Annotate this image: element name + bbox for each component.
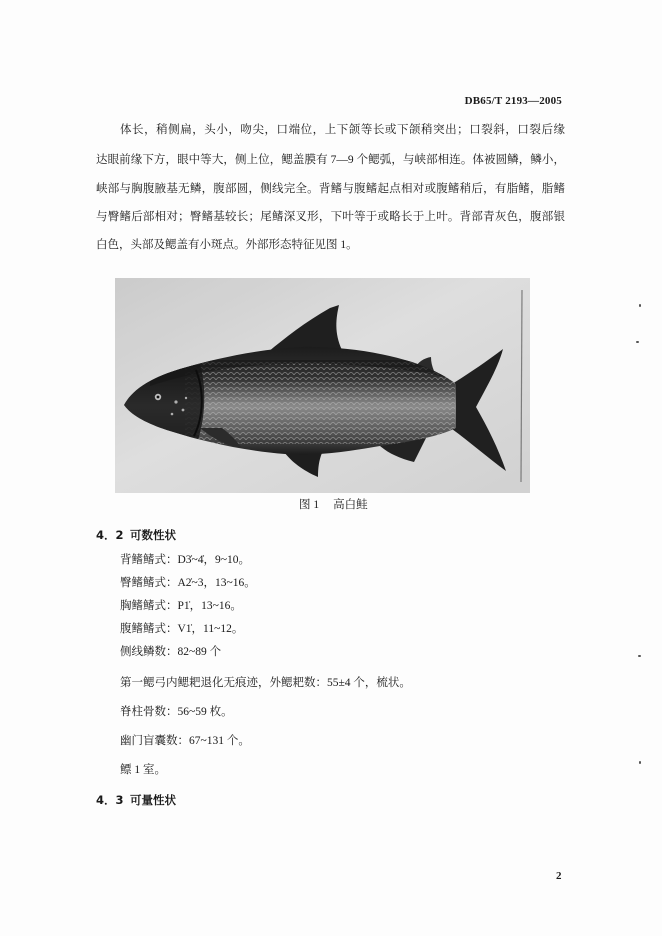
list-item: 脊柱骨数：56~59 枚。 — [120, 706, 233, 718]
section-heading-4-3 — [96, 792, 176, 808]
scan-speck — [639, 761, 641, 764]
scan-speck — [639, 304, 641, 307]
intro-line: 体长，稍侧扁，头小，吻尖，口端位，上下颌等长或下颌稍突出；口裂斜，口裂后缘 — [120, 124, 565, 136]
document-number: DB65/T 2193—2005 — [464, 95, 562, 107]
list-item: 胸鳍鳍式：P1̇，13~16。 — [120, 600, 242, 612]
list-item: 臀鳍鳍式：A2̇~3，13~16。 — [120, 577, 256, 589]
list-item: 腹鳍鳍式：V1̇，11~12。 — [120, 623, 244, 635]
figure-caption-number: 图 1 — [299, 499, 320, 511]
list-item: 鳔 1 室。 — [120, 764, 166, 776]
fish-photo — [115, 278, 530, 493]
list-item: 背鳍鳍式：D3̇~4̇，9~10。 — [120, 554, 250, 566]
list-item: 侧线鳞数：82~89 个 — [120, 646, 222, 658]
figure-caption — [299, 497, 368, 513]
intro-line: 与臀鳍后部相对；臀鳍基较长；尾鳍深叉形，下叶等于或略长于上叶。背部青灰色，腹部银 — [96, 211, 565, 223]
section-number: 4．2 — [96, 528, 124, 542]
section-title: 可数性状 — [130, 528, 176, 542]
page-number: 2 — [556, 870, 562, 882]
section-title: 可量性状 — [130, 793, 176, 807]
section-heading-4-2 — [96, 527, 176, 543]
intro-line: 达眼前缘下方，眼中等大，侧上位，鳃盖膜有 7—9 个鳃弧，与峡部相连。体被圆鳞，鳞小， — [96, 154, 565, 166]
list-item: 第一鳃弓内鳃耙退化无痕迹，外鳃耙数：55±4 个，梳状。 — [120, 677, 411, 689]
scan-speck — [638, 655, 641, 657]
scan-speck — [636, 341, 639, 343]
list-item: 幽门盲囊数：67~131 个。 — [120, 735, 250, 747]
section-number: 4．3 — [96, 793, 124, 807]
figure-caption-title: 高白鲑 — [333, 499, 368, 511]
intro-line: 白色，头部及鳃盖有小斑点。外部形态特征见图 1。 — [96, 239, 358, 251]
intro-line: 峡部与胸腹腋基无鳞，腹部圆，侧线完全。背鳍与腹鳍起点相对或腹鳍稍后，有脂鳍，脂鳍 — [96, 183, 565, 195]
